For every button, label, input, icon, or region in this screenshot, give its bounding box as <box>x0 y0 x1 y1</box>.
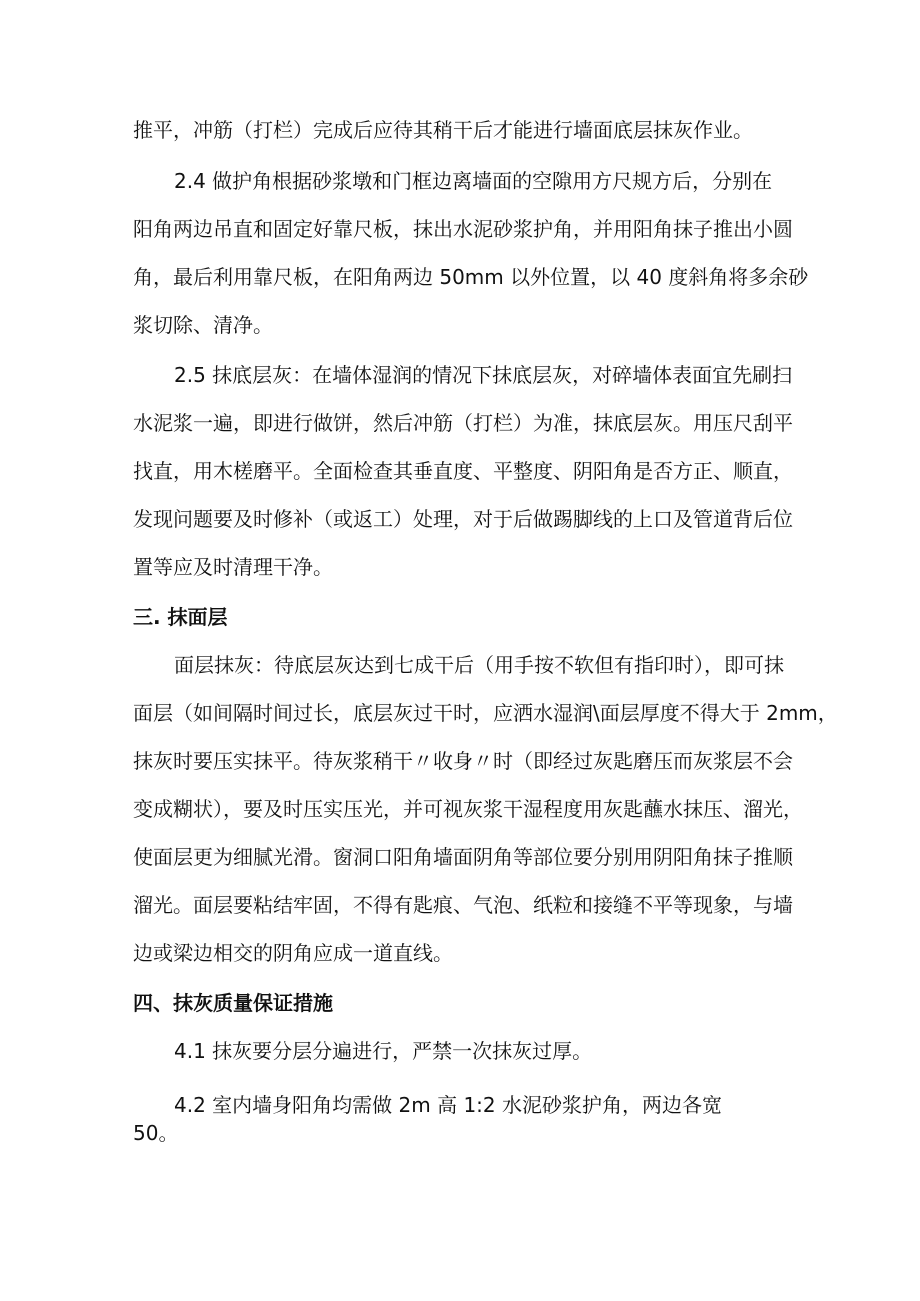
text-line: 发现问题要及时修补（或返工）处理，对于后做踢脚线的上口及管道背后位 <box>133 507 793 531</box>
text-line: 4.1 抹灰要分层分遍进行，严禁一次抹灰过厚。 <box>174 1039 593 1063</box>
text-line: 面层抹灰：待底层灰达到七成干后（用手按不软但有指印时），即可抹 <box>174 653 784 677</box>
text-line: 边或梁边相交的阴角应成一道直线。 <box>133 941 453 965</box>
text-line: 面层（如间隔时间过长，底层灰过干时，应洒水湿润\面层厚度不得大于 2mm， <box>133 701 838 725</box>
text-line: 抹灰时要压实抹平。待灰浆稍干〃收身〃时（即经过灰匙磨压而灰浆层不会 <box>133 749 793 773</box>
text-line: 2.4 做护角根据砂浆墩和门框边离墙面的空隙用方尺规方后，分别在 <box>174 169 773 193</box>
text-line: 溜光。面层要粘结牢固，不得有匙痕、气泡、纸粒和接缝不平等现象，与墙 <box>133 893 793 917</box>
text-line: 使面层更为细腻光滑。窗洞口阳角墙面阴角等部位要分别用阴阳角抹子推顺 <box>133 845 793 869</box>
text-line: 浆切除、清净。 <box>133 313 273 337</box>
section-heading: 四、抹灰质量保证措施 <box>133 991 333 1015</box>
text-line: 变成糊状），要及时压实压光，并可视灰浆干湿程度用灰匙蘸水抹压、溜光， <box>133 797 803 821</box>
text-line: 50。 <box>133 1121 179 1145</box>
section-heading: 三. 抹面层 <box>133 605 228 629</box>
text-line: 阳角两边吊直和固定好靠尺板，抹出水泥砂浆护角，并用阳角抹子推出小圆 <box>133 217 793 241</box>
text-line: 找直，用木槎磨平。全面检查其垂直度、平整度、阴阳角是否方正、顺直， <box>133 459 793 483</box>
text-line: 置等应及时清理干净。 <box>133 555 333 579</box>
text-line: 推平，冲筋（打栏）完成后应待其稍干后才能进行墙面底层抹灰作业。 <box>133 118 753 142</box>
text-line: 4.2 室内墙身阳角均需做 2m 高 1:2 水泥砂浆护角，两边各宽 <box>174 1093 722 1117</box>
text-line: 角，最后利用靠尺板，在阳角两边 50mm 以外位置，以 40 度斜角将多余砂 <box>133 265 809 289</box>
text-line: 水泥浆一遍，即进行做饼，然后冲筋（打栏）为准，抹底层灰。用压尺刮平 <box>133 411 793 435</box>
text-line: 2.5 抹底层灰：在墙体湿润的情况下抹底层灰，对碎墙体表面宜先刷扫 <box>174 363 793 387</box>
